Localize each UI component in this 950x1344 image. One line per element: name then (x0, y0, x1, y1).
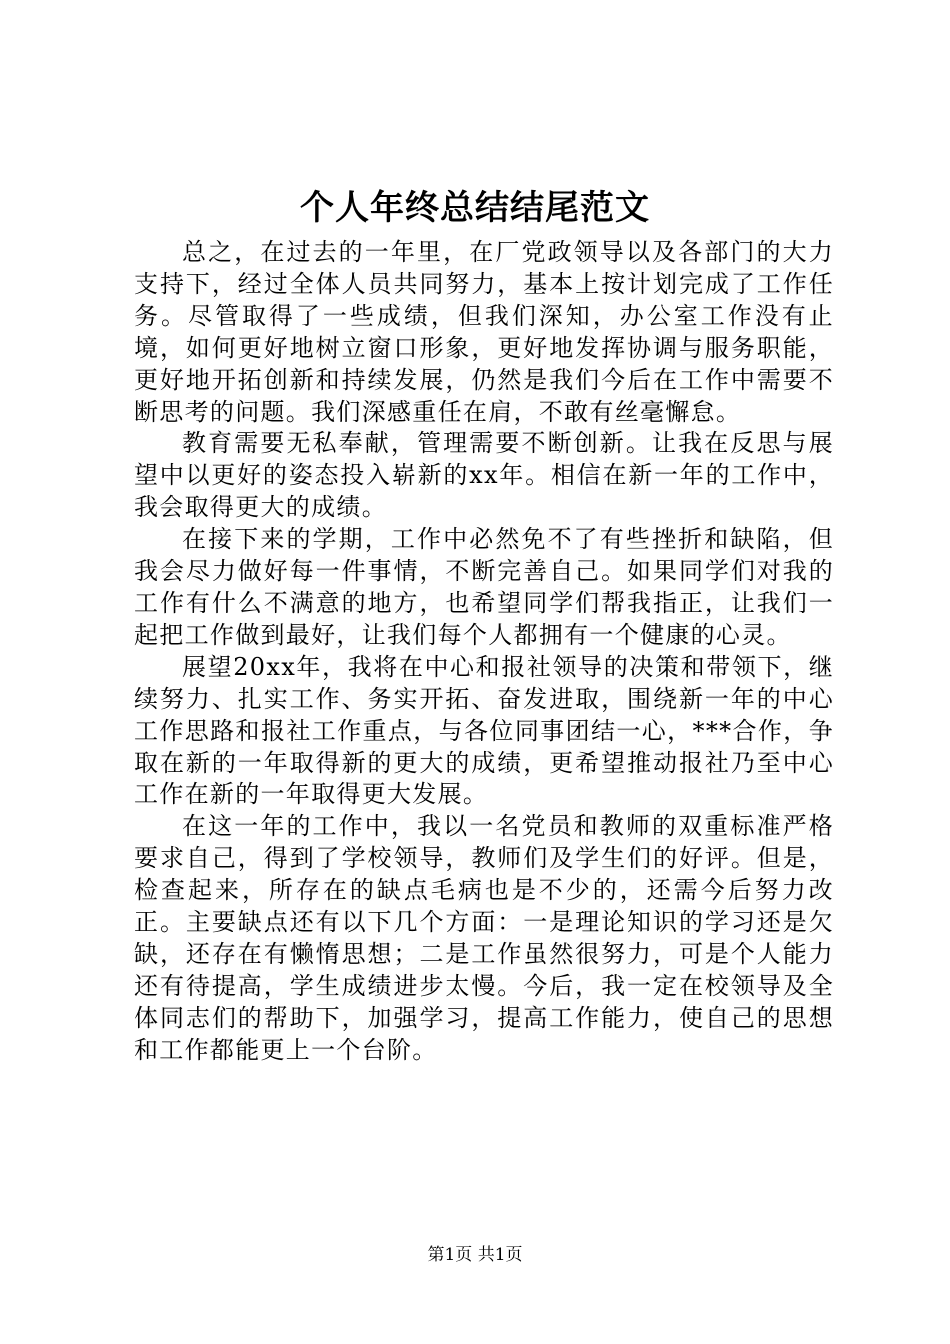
paragraph-5: 在这一年的工作中，我以一名党员和教师的双重标准严格要求自己，得到了学校领导，教师们及学生们的好评。但是，检查起来，所存在的缺点毛病也是不少的，还需今后努力改正。主要缺点还有以下几个方面：一是理论知识的学习还是欠缺，还存在有懒惰思想；二是工作虽然很努力，可是个人能力还有待提高，学生成绩进步太慢。今后，我一定在校领导及全体同志们的帮助下，加强学习，提高工作能力，使自己的思想和工作都能更上一个台阶。 (134, 812, 834, 1064)
paragraph-1: 总之，在过去的一年里，在厂党政领导以及各部门的大力支持下，经过全体人员共同努力，基本上按计划完成了工作任务。尽管取得了一些成绩，但我们深知，办公室工作没有止境，如何更好地树立窗口形象，更好地发挥协调与服务职能，更好地开拓创新和持续发展，仍然是我们今后在工作中需要不断思考的问题。我们深感重任在肩，不敢有丝毫懈怠。 (134, 238, 834, 426)
paragraph-4: 展望20xx年，我将在中心和报社领导的决策和带领下，继续努力、扎实工作、务实开拓、奋发进取，围绕新一年的中心工作思路和报社工作重点，与各位同事团结一心，***合作，争取在新的一年取得新的更大的成绩，更希望推动报社乃至中心工作在新的一年取得更大发展。 (134, 652, 834, 809)
paragraph-3: 在接下来的学期，工作中必然免不了有些挫折和缺陷，但我会尽力做好每一件事情，不断完善自己。如果同学们对我的工作有什么不满意的地方，也希望同学们帮我指正，让我们一起把工作做到最好，让我们每个人都拥有一个健康的心灵。 (134, 525, 834, 649)
page-number-footer: 第1页 共1页 (427, 1245, 523, 1265)
document-body (134, 237, 834, 1067)
document-title: 个人年终总结结尾范文 (300, 188, 650, 228)
paragraph-2: 教育需要无私奉献，管理需要不断创新。让我在反思与展望中以更好的姿态投入崭新的xx年。相信在新一年的工作中，我会取得更大的成绩。 (134, 429, 834, 522)
